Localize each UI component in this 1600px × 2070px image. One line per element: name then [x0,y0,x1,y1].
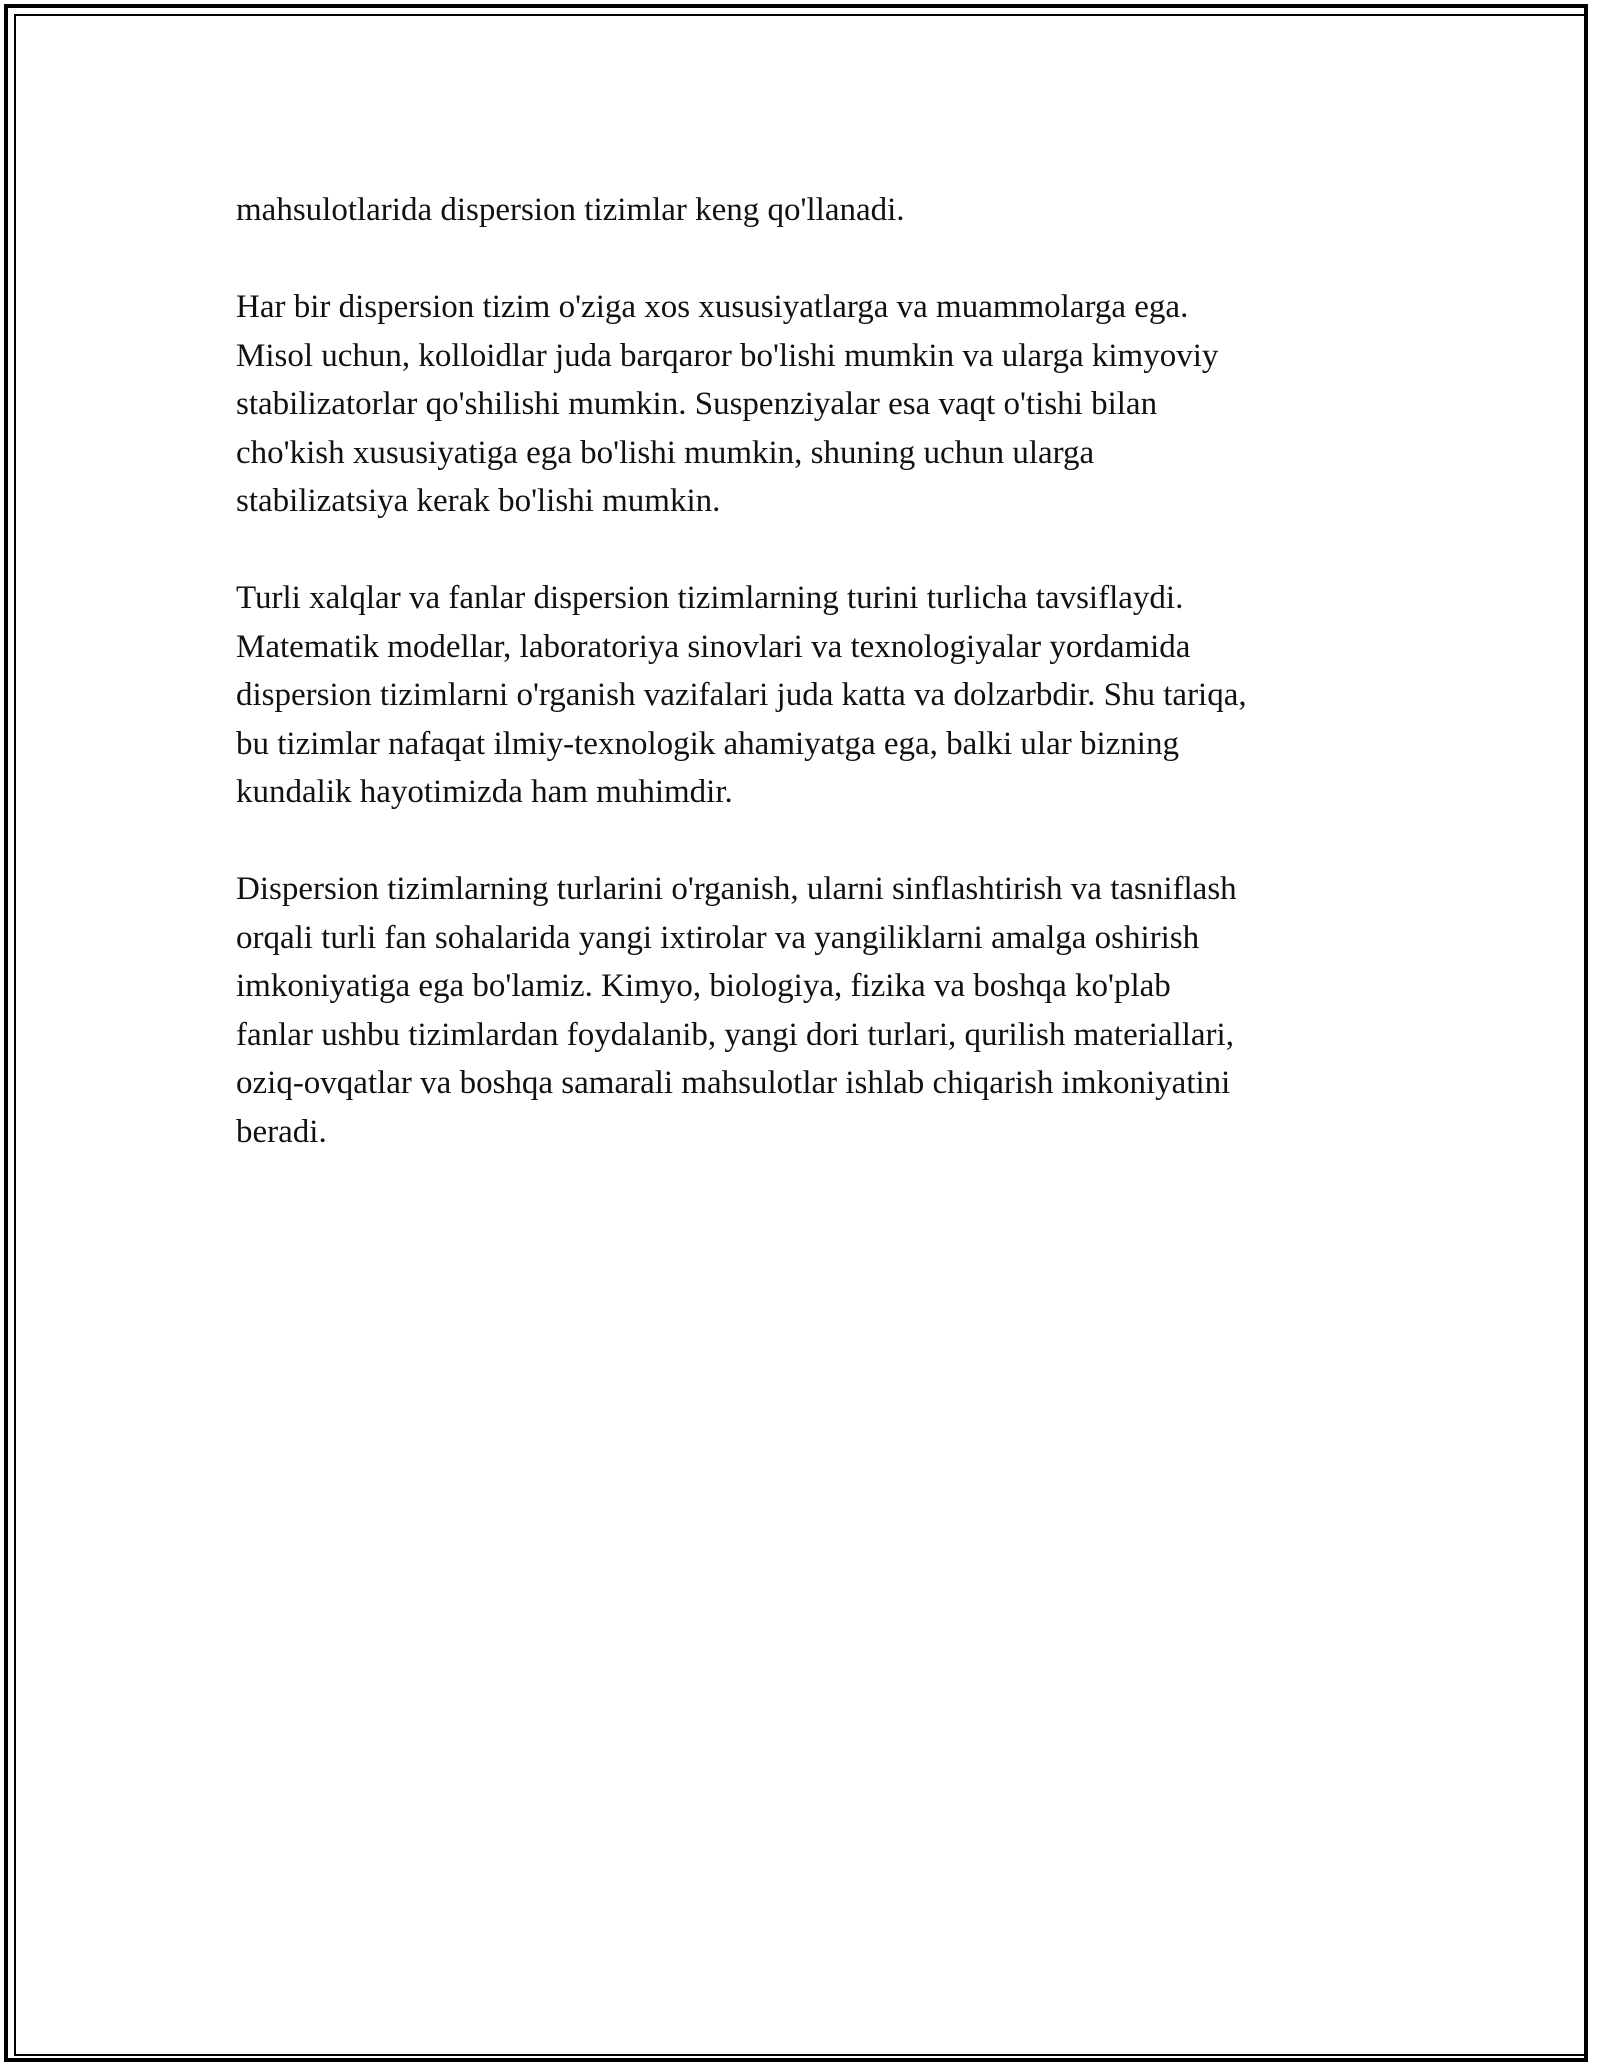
document-body [236,186,1376,1156]
paragraph-4: Dispersion tizimlarning turlarini o'rganish, ularni sinflashtirish va tasniflash orqali turli fan sohalarida yangi ixtirolar va yangiliklarni amalga oshirish imkoniyatiga ega bo'lamiz. Kimyo, biologiya, fizika va boshqa ko'plab fanlar ushbu tizimlardan foydalanib, yangi dori turlari, qurilish materiallari, oziq-ovqatlar va boshqa samarali mahsulotlar ishlab chiqarish imkoniyatini beradi. [236,871,1237,1150]
paragraph-spacer [236,817,1376,866]
paragraph-spacer [236,526,1376,575]
paragraph-2: Har bir dispersion tizim o'ziga xos xususiyatlarga va muammolarga ega. Misol uchun, kolloidlar juda barqaror bo'lishi mumkin va ularga kimyoviy stabilizatorlar qo'shilishi mumkin. Suspenziyalar esa vaqt o'tishi bilan cho'kish xususiyatiga ega bo'lishi mumkin, shuning uchun ularga stabilizatsiya kerak bo'lishi mumkin. [236,289,1219,519]
paragraph-spacer [236,235,1376,284]
paragraph-3: Turli xalqlar va fanlar dispersion tizimlarning turini turlicha tavsiflaydi. Matematik modellar, laboratoriya sinovlari va texnologiyalar yordamida dispersion tizimlarni o'rganish vazifalari juda katta va dolzarbdir. Shu tariqa, bu tizimlar nafaqat ilmiy-texnologik ahamiyatga ega, balki ular bizning kundalik hayotimizda ham muhimdir. [236,580,1247,810]
paragraph-1: mahsulotlarida dispersion tizimlar keng qo'llanadi. [236,192,905,228]
